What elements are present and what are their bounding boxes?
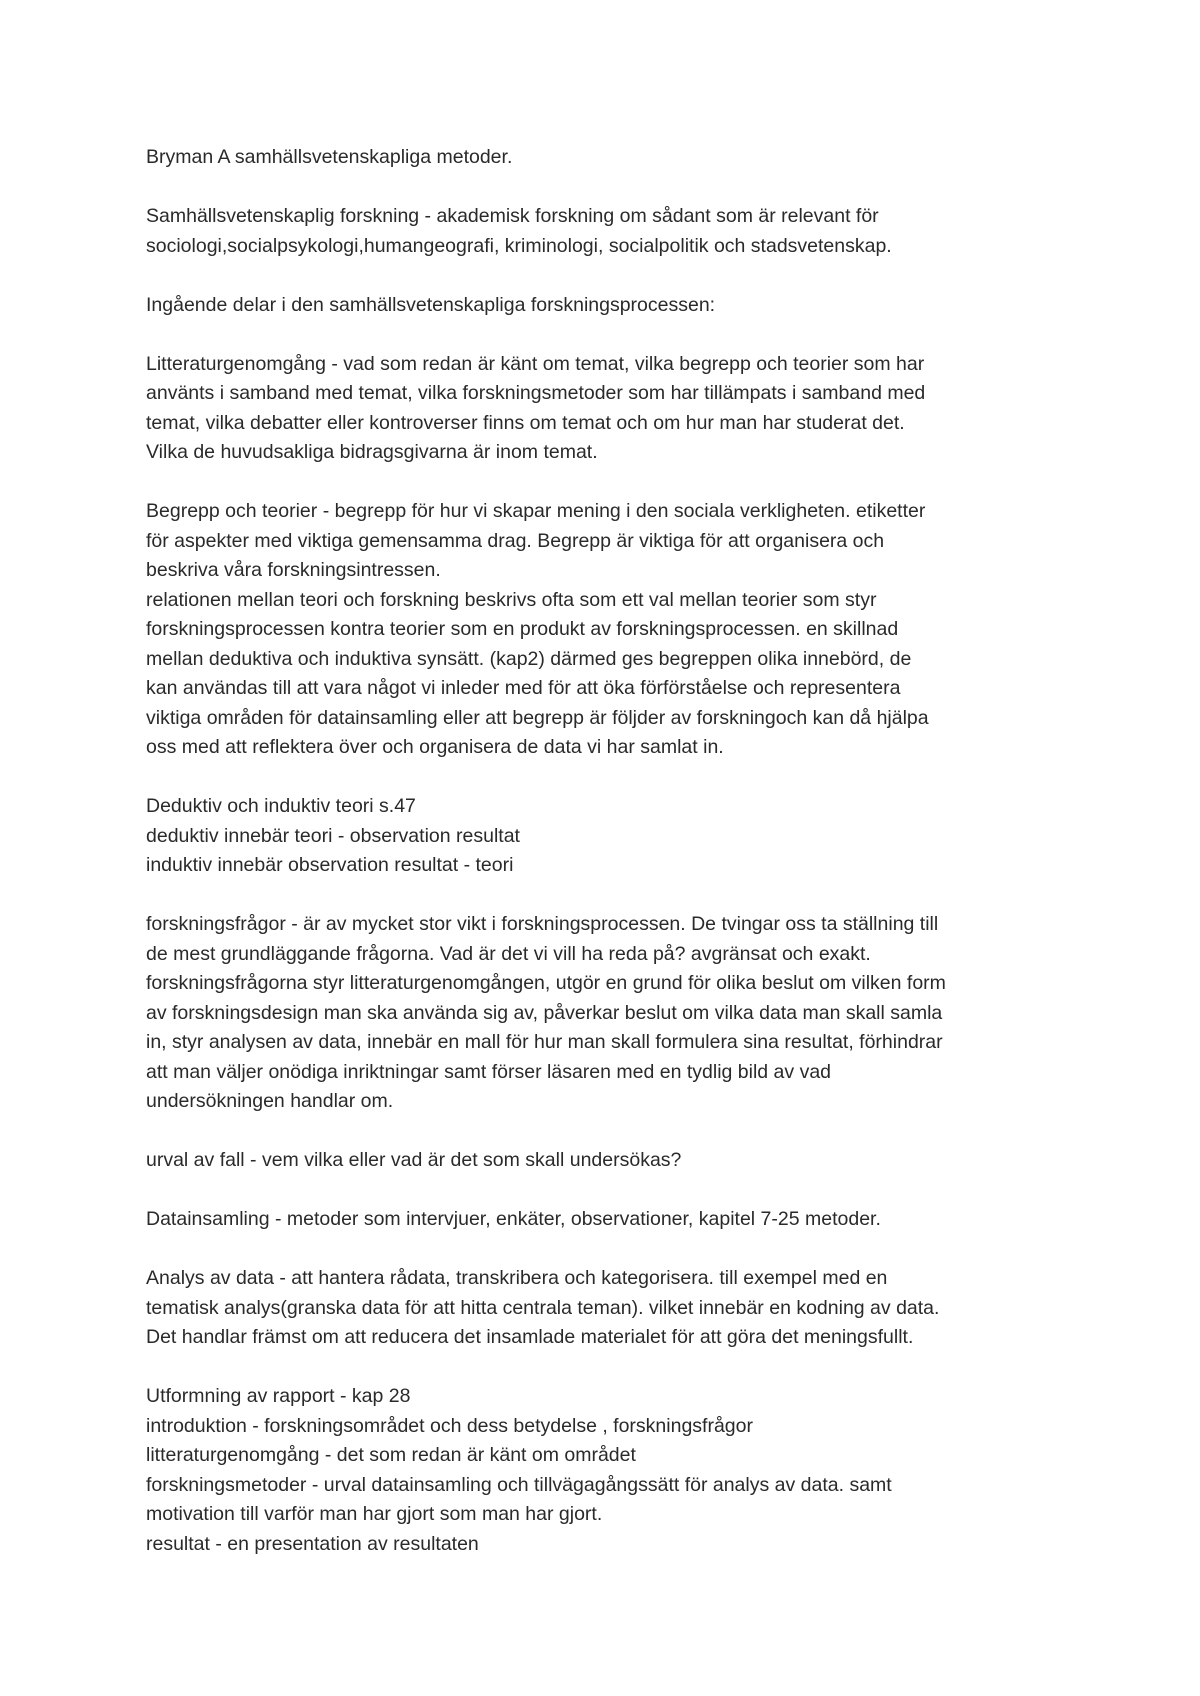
text-line: temat, vilka debatter eller kontroverser finns om temat och om hur man har studerat det. <box>146 411 905 434</box>
document-title: Bryman A samhällsvetenskapliga metoder. <box>146 146 513 168</box>
text-paragraph <box>146 910 1076 1117</box>
text-line: motivation till varför man har gjort som man har gjort. <box>146 1503 603 1525</box>
text-line: mellan deduktiva och induktiva synsätt. (kap2) därmed ges begreppen olika innebörd, de <box>146 647 912 670</box>
text-line: Analys av data - att hantera rådata, transkribera och kategorisera. till exempel med en <box>146 1267 888 1289</box>
text-line: Ingående delar i den samhällsvetenskapliga forskningsprocessen: <box>146 293 716 316</box>
text-line: deduktiv innebär teori - observation resultat <box>146 824 520 847</box>
text-line: viktiga områden för datainsamling eller att begrepp är följder av forskningoch kan då hjälpa <box>146 706 929 729</box>
text-paragraph <box>146 792 1076 881</box>
text-paragraph <box>146 350 1076 468</box>
text-line: för aspekter med viktiga gemensamma drag. Begrepp är viktiga för att organisera och <box>146 529 885 552</box>
text-line: tematisk analys(granska data för att hitta centrala teman). vilket innebär en kodning av data. <box>146 1296 940 1319</box>
text-paragraph <box>146 1264 1076 1353</box>
text-line: Deduktiv och induktiv teori s.47 <box>146 795 416 817</box>
text-line: Vilka de huvudsakliga bidragsgivarna är inom temat. <box>146 441 598 463</box>
document-body <box>146 143 1076 1559</box>
text-line: sociologi,socialpsykologi,humangeografi, kriminologi, socialpolitik och stadsvetenskap. <box>146 234 892 257</box>
text-line: beskriva våra forskningsintressen. <box>146 559 441 581</box>
text-line: forskningsmetoder - urval datainsamling och tillvägagångssätt för analys av data. samt <box>146 1473 892 1496</box>
text-line: induktiv innebär observation resultat - teori <box>146 854 514 876</box>
paragraph-list <box>146 202 1076 1559</box>
text-line: forskningsfrågor - är av mycket stor vikt i forskningsprocessen. De tvingar oss ta ställning till <box>146 913 939 935</box>
text-line: Samhällsvetenskaplig forskning - akademisk forskning om sådant som är relevant för <box>146 205 879 227</box>
text-line: introduktion - forskningsområdet och dess betydelse , forskningsfrågor <box>146 1414 753 1437</box>
document-title-paragraph <box>146 143 1076 173</box>
text-line: relationen mellan teori och forskning beskrivs ofta som ett val mellan teorier som styr <box>146 588 877 611</box>
text-line: Det handlar främst om att reducera det insamlade materialet för att göra det meningsfullt. <box>146 1326 914 1348</box>
text-line: forskningsfrågorna styr litteraturgenomgången, utgör en grund för olika beslut om vilken form <box>146 972 946 994</box>
text-line: Utformning av rapport - kap 28 <box>146 1385 411 1407</box>
text-line: att man väljer onödiga inriktningar samt förser läsaren med en tydlig bild av vad <box>146 1060 832 1083</box>
text-line: de mest grundläggande frågorna. Vad är det vi vill ha reda på? avgränsat och exakt. <box>146 942 871 965</box>
text-line: oss med att reflektera över och organisera de data vi har samlat in. <box>146 736 724 758</box>
text-line: forskningsprocessen kontra teorier som en produkt av forskningsprocessen. en skillnad <box>146 618 899 640</box>
text-line: Datainsamling - metoder som intervjuer, enkäter, observationer, kapitel 7-25 metoder. <box>146 1208 881 1230</box>
text-paragraph <box>146 291 1076 321</box>
text-line: resultat - en presentation av resultaten <box>146 1532 479 1555</box>
text-paragraph <box>146 1146 1076 1176</box>
text-line: litteraturgenomgång - det som redan är känt om området <box>146 1444 636 1466</box>
text-line: in, styr analysen av data, innebär en mall för hur man skall formulera sina resultat, förhindrar <box>146 1031 943 1053</box>
text-paragraph <box>146 202 1076 261</box>
text-line: använts i samband med temat, vilka forskningsmetoder som har tillämpats i samband med <box>146 382 926 404</box>
text-paragraph <box>146 1382 1076 1559</box>
text-paragraph <box>146 1205 1076 1235</box>
text-line: Begrepp och teorier - begrepp för hur vi skapar mening i den sociala verkligheten. etiketter <box>146 500 926 522</box>
text-paragraph <box>146 497 1076 763</box>
text-line: kan användas till att vara något vi inleder med för att öka förförståelse och representera <box>146 677 901 699</box>
text-line: urval av fall - vem vilka eller vad är det som skall undersökas? <box>146 1149 682 1171</box>
text-line: undersökningen handlar om. <box>146 1090 394 1112</box>
text-line: av forskningsdesign man ska använda sig av, påverkar beslut om vilka data man skall samla <box>146 1001 943 1024</box>
text-line: Litteraturgenomgång - vad som redan är känt om temat, vilka begrepp och teorier som har <box>146 352 925 375</box>
